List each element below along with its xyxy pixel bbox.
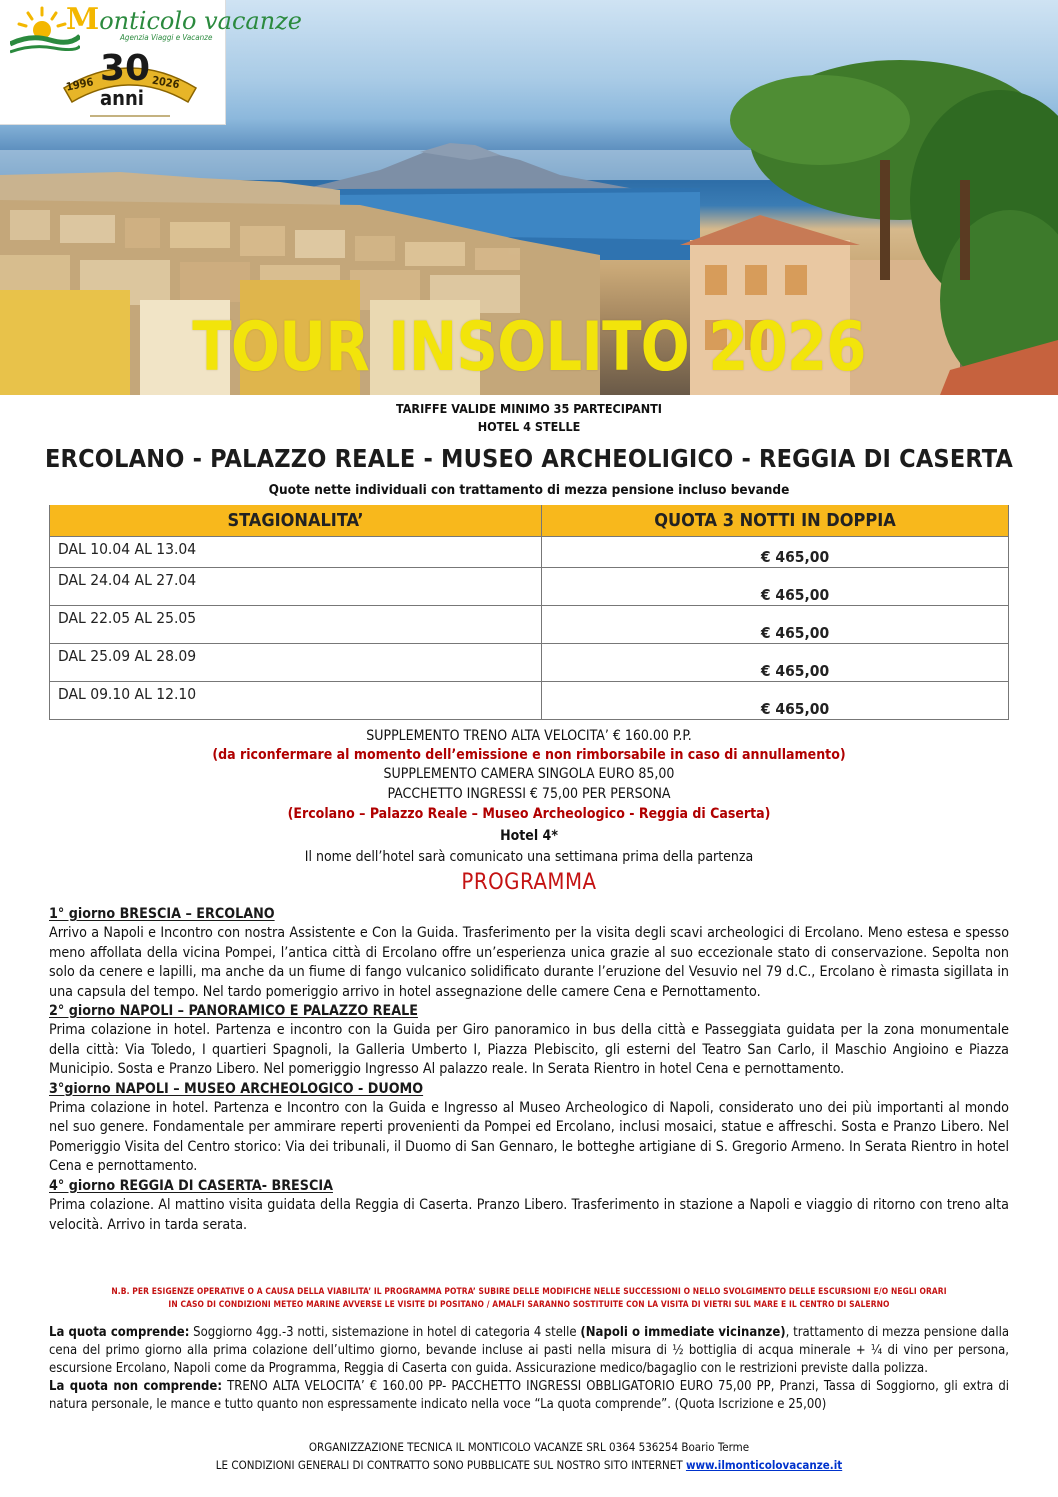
- period-cell: DAL 22.05 AL 25.05: [50, 605, 542, 643]
- anniversary-year-start: 1996: [64, 75, 95, 94]
- period-cell: DAL 25.09 AL 28.09: [50, 643, 542, 681]
- day-description: Arrivo a Napoli e Incontro con nostra Assistente e Con la Guida. Trasferimento per la visita degli scavi archeologici di Ercolano. Meno estesa e spesso meno affollata della vicina Pompei, l’antica città di Ercolano offre un’esperienza unica grazie al suo eccezionale stato di conservazione. Sepolta non solo da cenere e lapilli, ma anche da un fiume di fango vulcanico solidificato durante l’eruzione del Vesuvio nel 79 d.C., Ercolano è rimasta sigillata in una capsula del tempo. Nel tardo pomeriggio arrivo in hotel assegnazione delle camere Cena e Pernottamento.: [49, 925, 1009, 1000]
- brand-tagline: Agenzia Viaggi e Vacanze: [120, 33, 213, 42]
- hotel-category: HOTEL 4 STELLE: [477, 419, 581, 434]
- agency-logo: [0, 0, 303, 125]
- price-cell: [542, 536, 1009, 567]
- included-text-a: Soggiorno 4gg.-3 notti, sistemazione in hotel di categoria 4 stelle: [189, 1325, 581, 1340]
- single-room-supplement: SUPPLEMENTO CAMERA SINGOLA EURO 85,00: [383, 766, 675, 782]
- price-value: € 465,00: [760, 585, 830, 604]
- footer-conditions-text: LE CONDIZIONI GENERALI DI CONTRATTO SONO PUBBLICATE SUL NOSTRO SITO INTERNET: [215, 1458, 686, 1472]
- price-conditions: [49, 1324, 1009, 1414]
- website-link[interactable]: www.ilmonticolovacanze.it: [685, 1458, 843, 1472]
- footer-organization: ORGANIZZAZIONE TECNICA IL MONTICOLO VACANZE SRL 0364 536254 Boario Terme: [308, 1440, 750, 1454]
- table-row: [50, 605, 1009, 643]
- brand-initial: M: [66, 2, 100, 37]
- table-row: [50, 643, 1009, 681]
- hotel-note: Il nome dell’hotel sarà comunicato una settimana prima della partenza: [304, 849, 754, 865]
- tour-title: TOUR INSOLITO 2026: [192, 308, 866, 387]
- day-heading: 2° giorno NAPOLI – PANORAMICO E PALAZZO REALE: [49, 1003, 418, 1020]
- price-cell: [542, 567, 1009, 605]
- price-value: € 465,00: [760, 661, 830, 680]
- anniversary-year-end: 2026: [151, 73, 181, 92]
- included-bold: (Napoli o immediate vicinanze): [580, 1325, 786, 1340]
- anniversary-number: 30: [100, 48, 151, 89]
- day-heading: 3°giorno NAPOLI – MUSEO ARCHEOLOGICO - DUOMO: [49, 1080, 424, 1097]
- day-heading: 1° giorno BRESCIA – ERCOLANO: [49, 906, 275, 922]
- included-paragraph: [49, 1324, 1009, 1378]
- entries-package-note: (Ercolano – Palazzo Reale – Museo Archeologico - Reggia di Caserta): [287, 806, 771, 822]
- day-description: Prima colazione in hotel. Partenza e incontro con la Guida per Giro panoramico in bus della città e Passeggiata guidata per la zona monumentale della città: Via Toledo, I quartieri Spagnoli, la Galleria Umberto I, Piazza Plebiscito, gli esterni del Teatro San Carlo, il Maschio Angioino e Piazza Municipio. Sosta e Pranzo Libero. Nel pomeriggio Ingresso Al palazzo reale. In Serata Rientro in hotel Cena e pernottamento.: [49, 1022, 1009, 1078]
- period-cell: DAL 24.04 AL 27.04: [50, 567, 542, 605]
- min-participants: TARIFFE VALIDE MINIMO 35 PARTECIPANTI: [396, 401, 662, 416]
- day-description: Prima colazione in hotel. Partenza e Incontro con la Guida e Ingresso al Museo Archeologico di Napoli, considerato uno dei più importanti al mondo nel suo genere. Fondamentale per ammirare reperti provenienti da Pompei ed Ercolano, inclusi mosaici, statue e affreschi. Sosta e Pranzo Libero. Nel Pomeriggio Visita del Centro storico: Via dei tribunali, il Duomo di San Gennaro, le botteghe artigiane di S. Gregorio Armeno. In Serata Rientro in hotel Cena e pernottamento.: [49, 1100, 1009, 1175]
- table-row: [50, 567, 1009, 605]
- nb-note-line1: N.B. PER ESIGENZE OPERATIVE O A CAUSA DELLA VIABILITA’ IL PROGRAMMA POTRA’ SUBIRE DELLE MODIFICHE NELLE SUCCESSIONI O NELLO SVOLGIMENTO DELLE ESCURSIONI E/O NEGLI ORARI: [111, 1286, 947, 1296]
- footer-conditions: [0, 1458, 1058, 1472]
- table-row: [50, 681, 1009, 719]
- day-description: Prima colazione. Al mattino visita guidata della Reggia di Caserta. Pranzo Libero. Trasferimento in stazione a Napoli e viaggio di ritorno con treno alta velocità. Arrivo in tarda serata.: [49, 1197, 1009, 1233]
- included-label: La quota comprende:: [49, 1325, 190, 1340]
- anniversary-word: anni: [100, 86, 144, 110]
- price-cell: [542, 681, 1009, 719]
- excluded-label: La quota non comprende:: [49, 1379, 223, 1394]
- table-row: [50, 536, 1009, 567]
- column-header-period: STAGIONALITA’: [50, 505, 542, 536]
- price-value: € 465,00: [760, 699, 830, 718]
- excluded-paragraph: [49, 1378, 1009, 1414]
- price-value: € 465,00: [760, 547, 830, 566]
- program-day: [49, 1177, 1009, 1235]
- train-supplement-note: (da riconfermare al momento dell’emissione e non rimborsabile in caso di annullamento): [212, 747, 846, 763]
- day-heading: 4° giorno REGGIA DI CASERTA- BRESCIA: [49, 1177, 333, 1194]
- included-text-b: , trattamento di mezza pensione dalla cena del primo giorno alla prima colazione dell’ultimo giorno, bevande incluse ai pasti nella misura di ½ bottiglia di acqua minerale + ¼ di vino per persona, escursione Ercolano, Napoli come da Programma, Reggia di Caserta con guida. Assicurazione medico/bagaglio con le restrizioni previste dalla polizza.: [49, 1325, 1010, 1376]
- price-cell: [542, 605, 1009, 643]
- program-itinerary: [49, 905, 1009, 1235]
- train-supplement: SUPPLEMENTO TRENO ALTA VELOCITA’ € 160.00 P.P.: [366, 728, 692, 744]
- period-cell: DAL 10.04 AL 13.04: [50, 536, 542, 567]
- program-day: [49, 905, 1009, 1002]
- column-header-price: QUOTA 3 NOTTI IN DOPPIA: [542, 505, 1009, 536]
- excluded-caps: TRENO ALTA VELOCITA’ € 160.00 PP- PACCHETTO INGRESSI OBBLIGATORIO EURO 75,00 PP: [222, 1379, 771, 1394]
- price-value: € 465,00: [760, 623, 830, 642]
- program-day: [49, 1080, 1009, 1177]
- price-cell: [542, 643, 1009, 681]
- brand-name: Monticolo vacanze: [66, 2, 303, 37]
- quote-note: Quote nette individuali con trattamento di mezza pensione incluso bevande: [268, 482, 790, 498]
- program-title: PROGRAMMA: [461, 870, 597, 895]
- entries-package: PACCHETTO INGRESSI € 75,00 PER PERSONA: [387, 786, 671, 802]
- price-table: [49, 505, 1009, 720]
- nb-note-line2: IN CASO DI CONDIZIONI METEO MARINE AVVERSE LE VISITE DI POSITANO / AMALFI SARANNO SOSTITUITE CON LA VISITA DI VIETRI SUL MARE E IL CENTRO DI SALERNO: [168, 1299, 890, 1309]
- hotel-stars: Hotel 4*: [500, 828, 558, 844]
- table-header-row: [50, 505, 1009, 536]
- program-day: [49, 1002, 1009, 1080]
- period-cell: DAL 09.10 AL 12.10: [50, 681, 542, 719]
- route-title: ERCOLANO - PALAZZO REALE - MUSEO ARCHEOLIGICO - REGGIA DI CASERTA: [44, 444, 1014, 473]
- excluded-text: , Pranzi, Tassa di Soggiorno, gli extra di natura personale, le mance e tutto quanto non espressamente indicato nella voce “La quota comprende”. (Quota Iscrizione e 25,00): [49, 1379, 1010, 1412]
